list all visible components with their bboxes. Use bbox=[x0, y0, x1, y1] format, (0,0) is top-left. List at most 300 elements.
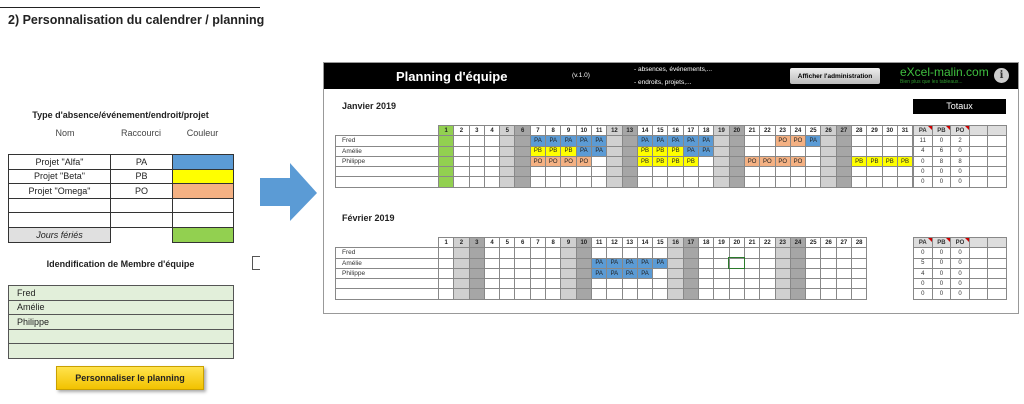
day-cell[interactable] bbox=[867, 167, 882, 177]
day-cell[interactable] bbox=[546, 258, 561, 268]
day-cell[interactable]: PA bbox=[653, 258, 668, 268]
day-cell[interactable] bbox=[591, 279, 606, 289]
day-cell[interactable]: PO bbox=[561, 156, 576, 166]
day-cell[interactable]: PA bbox=[607, 268, 622, 278]
day-cell[interactable] bbox=[821, 167, 836, 177]
day-cell[interactable] bbox=[454, 156, 469, 166]
day-cell[interactable]: PA bbox=[607, 258, 622, 268]
day-cell[interactable] bbox=[806, 177, 821, 187]
day-cell[interactable] bbox=[546, 248, 561, 258]
day-cell[interactable] bbox=[500, 177, 515, 187]
member-name-cell[interactable]: Amélie bbox=[9, 300, 234, 315]
day-cell[interactable] bbox=[836, 136, 851, 146]
day-cell[interactable] bbox=[546, 177, 561, 187]
day-cell[interactable] bbox=[622, 156, 637, 166]
day-cell[interactable] bbox=[469, 156, 484, 166]
day-cell[interactable] bbox=[454, 268, 469, 278]
day-cell[interactable] bbox=[806, 167, 821, 177]
day-cell[interactable]: PB bbox=[653, 146, 668, 156]
member-name-cell[interactable] bbox=[9, 329, 234, 344]
day-cell[interactable] bbox=[790, 279, 805, 289]
type-name[interactable]: Projet "Alfa" bbox=[9, 155, 111, 170]
day-cell[interactable] bbox=[790, 177, 805, 187]
day-cell[interactable] bbox=[637, 248, 652, 258]
day-cell[interactable] bbox=[653, 167, 668, 177]
day-cell[interactable] bbox=[439, 146, 454, 156]
day-cell[interactable] bbox=[760, 279, 775, 289]
day-cell[interactable] bbox=[699, 177, 714, 187]
day-cell[interactable] bbox=[775, 268, 790, 278]
day-cell[interactable] bbox=[668, 268, 683, 278]
day-cell[interactable] bbox=[607, 136, 622, 146]
day-cell[interactable] bbox=[699, 258, 714, 268]
day-cell[interactable] bbox=[729, 136, 744, 146]
day-cell[interactable] bbox=[454, 177, 469, 187]
day-cell[interactable]: PO bbox=[744, 156, 759, 166]
day-cell[interactable] bbox=[714, 258, 729, 268]
day-cell[interactable] bbox=[454, 136, 469, 146]
day-cell[interactable] bbox=[852, 136, 867, 146]
day-cell[interactable] bbox=[790, 289, 805, 299]
day-cell[interactable] bbox=[469, 167, 484, 177]
day-cell[interactable] bbox=[607, 177, 622, 187]
day-cell[interactable] bbox=[836, 258, 851, 268]
day-cell[interactable] bbox=[454, 279, 469, 289]
day-cell[interactable] bbox=[469, 177, 484, 187]
day-cell[interactable] bbox=[760, 289, 775, 299]
day-cell[interactable] bbox=[729, 146, 744, 156]
day-cell[interactable] bbox=[515, 146, 530, 156]
day-cell[interactable] bbox=[760, 268, 775, 278]
day-cell[interactable]: PA bbox=[683, 146, 698, 156]
day-cell[interactable] bbox=[867, 146, 882, 156]
day-cell[interactable] bbox=[806, 268, 821, 278]
day-cell[interactable] bbox=[806, 156, 821, 166]
day-cell[interactable] bbox=[775, 279, 790, 289]
day-cell[interactable] bbox=[683, 268, 698, 278]
day-cell[interactable] bbox=[439, 289, 454, 299]
day-cell[interactable] bbox=[622, 279, 637, 289]
day-cell[interactable] bbox=[897, 177, 912, 187]
day-cell[interactable] bbox=[714, 136, 729, 146]
day-cell[interactable] bbox=[821, 136, 836, 146]
day-cell[interactable]: PA bbox=[683, 136, 698, 146]
day-cell[interactable] bbox=[622, 136, 637, 146]
day-cell[interactable] bbox=[515, 167, 530, 177]
type-shortcut[interactable] bbox=[111, 198, 173, 213]
day-cell[interactable] bbox=[821, 146, 836, 156]
day-cell[interactable] bbox=[775, 248, 790, 258]
day-cell[interactable] bbox=[897, 167, 912, 177]
day-cell[interactable]: PA bbox=[699, 146, 714, 156]
day-cell[interactable] bbox=[744, 136, 759, 146]
day-cell[interactable] bbox=[714, 167, 729, 177]
day-cell[interactable]: PA bbox=[546, 136, 561, 146]
day-cell[interactable] bbox=[500, 268, 515, 278]
day-cell[interactable] bbox=[821, 279, 836, 289]
day-cell[interactable] bbox=[775, 177, 790, 187]
day-cell[interactable]: PA bbox=[637, 268, 652, 278]
day-cell[interactable] bbox=[637, 289, 652, 299]
day-cell[interactable] bbox=[729, 156, 744, 166]
day-cell[interactable] bbox=[515, 136, 530, 146]
day-cell[interactable] bbox=[607, 146, 622, 156]
day-cell[interactable] bbox=[760, 146, 775, 156]
day-cell[interactable] bbox=[561, 289, 576, 299]
day-cell[interactable] bbox=[836, 167, 851, 177]
day-cell[interactable] bbox=[836, 248, 851, 258]
day-cell[interactable] bbox=[454, 289, 469, 299]
day-cell[interactable] bbox=[867, 177, 882, 187]
day-cell[interactable] bbox=[561, 167, 576, 177]
day-cell[interactable] bbox=[515, 289, 530, 299]
day-cell[interactable]: PO bbox=[530, 156, 545, 166]
day-cell[interactable] bbox=[668, 279, 683, 289]
day-cell[interactable] bbox=[561, 258, 576, 268]
type-color-swatch[interactable] bbox=[173, 184, 234, 199]
day-cell[interactable] bbox=[852, 289, 867, 299]
day-cell[interactable] bbox=[469, 248, 484, 258]
day-cell[interactable] bbox=[653, 279, 668, 289]
day-cell[interactable] bbox=[500, 258, 515, 268]
day-cell[interactable] bbox=[607, 167, 622, 177]
day-cell[interactable] bbox=[897, 136, 912, 146]
day-cell[interactable]: PO bbox=[790, 156, 805, 166]
day-cell[interactable] bbox=[500, 167, 515, 177]
type-shortcut[interactable]: PB bbox=[111, 169, 173, 184]
day-cell[interactable] bbox=[714, 248, 729, 258]
day-cell[interactable] bbox=[714, 146, 729, 156]
day-cell[interactable] bbox=[668, 258, 683, 268]
day-cell[interactable] bbox=[637, 177, 652, 187]
day-cell[interactable]: PB bbox=[546, 146, 561, 156]
day-cell[interactable] bbox=[653, 289, 668, 299]
day-cell[interactable] bbox=[714, 177, 729, 187]
day-cell[interactable] bbox=[530, 177, 545, 187]
day-cell[interactable] bbox=[484, 156, 499, 166]
day-cell[interactable] bbox=[576, 248, 591, 258]
day-cell[interactable] bbox=[530, 258, 545, 268]
day-cell[interactable] bbox=[622, 146, 637, 156]
day-cell[interactable]: PB bbox=[882, 156, 897, 166]
day-cell[interactable] bbox=[484, 177, 499, 187]
day-cell[interactable] bbox=[653, 248, 668, 258]
day-cell[interactable] bbox=[500, 156, 515, 166]
day-cell[interactable] bbox=[852, 279, 867, 289]
day-cell[interactable] bbox=[469, 136, 484, 146]
day-cell[interactable] bbox=[821, 177, 836, 187]
day-cell[interactable]: PO bbox=[790, 136, 805, 146]
day-cell[interactable] bbox=[653, 268, 668, 278]
day-cell[interactable] bbox=[699, 268, 714, 278]
day-cell[interactable] bbox=[469, 258, 484, 268]
day-cell[interactable] bbox=[439, 268, 454, 278]
day-cell[interactable] bbox=[439, 258, 454, 268]
day-cell[interactable] bbox=[469, 268, 484, 278]
day-cell[interactable] bbox=[439, 248, 454, 258]
day-cell[interactable] bbox=[530, 279, 545, 289]
day-cell[interactable] bbox=[714, 268, 729, 278]
day-cell[interactable] bbox=[683, 248, 698, 258]
day-cell[interactable] bbox=[591, 167, 606, 177]
day-cell[interactable] bbox=[500, 248, 515, 258]
day-cell[interactable]: PA bbox=[653, 136, 668, 146]
day-cell[interactable] bbox=[699, 156, 714, 166]
logo[interactable]: eXcel-malin.com bbox=[900, 65, 989, 79]
day-cell[interactable]: PA bbox=[591, 136, 606, 146]
day-cell[interactable]: PB bbox=[668, 146, 683, 156]
day-cell[interactable]: PB bbox=[867, 156, 882, 166]
day-cell[interactable]: PO bbox=[760, 156, 775, 166]
day-cell[interactable] bbox=[852, 258, 867, 268]
type-shortcut[interactable]: PO bbox=[111, 184, 173, 199]
personnaliser-planning-button[interactable]: Personnaliser le planning bbox=[56, 366, 204, 390]
member-name-cell[interactable]: Philippe bbox=[9, 315, 234, 330]
day-cell[interactable] bbox=[744, 289, 759, 299]
day-cell[interactable] bbox=[699, 248, 714, 258]
day-cell[interactable] bbox=[454, 146, 469, 156]
day-cell[interactable] bbox=[607, 248, 622, 258]
day-cell[interactable] bbox=[821, 156, 836, 166]
day-cell[interactable] bbox=[515, 258, 530, 268]
day-cell[interactable] bbox=[699, 167, 714, 177]
day-cell[interactable] bbox=[576, 279, 591, 289]
day-cell[interactable]: PO bbox=[576, 156, 591, 166]
day-cell[interactable] bbox=[668, 167, 683, 177]
day-cell[interactable] bbox=[683, 177, 698, 187]
day-cell[interactable] bbox=[775, 289, 790, 299]
day-cell[interactable] bbox=[637, 167, 652, 177]
day-cell[interactable] bbox=[653, 177, 668, 187]
day-cell[interactable] bbox=[729, 279, 744, 289]
type-name[interactable]: Projet "Omega" bbox=[9, 184, 111, 199]
day-cell[interactable] bbox=[775, 167, 790, 177]
day-cell[interactable] bbox=[699, 279, 714, 289]
day-cell[interactable] bbox=[622, 177, 637, 187]
day-cell[interactable] bbox=[729, 167, 744, 177]
day-cell[interactable]: PB bbox=[852, 156, 867, 166]
day-cell[interactable] bbox=[836, 156, 851, 166]
day-cell[interactable]: PA bbox=[576, 146, 591, 156]
type-name[interactable] bbox=[9, 198, 111, 213]
day-cell[interactable]: PB bbox=[561, 146, 576, 156]
day-cell[interactable]: PA bbox=[576, 136, 591, 146]
type-color-swatch[interactable] bbox=[173, 169, 234, 184]
day-cell[interactable] bbox=[530, 248, 545, 258]
day-cell[interactable]: PO bbox=[775, 136, 790, 146]
day-cell[interactable] bbox=[867, 136, 882, 146]
day-cell[interactable] bbox=[806, 146, 821, 156]
day-cell[interactable] bbox=[836, 268, 851, 278]
day-cell[interactable] bbox=[515, 248, 530, 258]
day-cell[interactable]: PB bbox=[683, 156, 698, 166]
day-cell[interactable] bbox=[454, 258, 469, 268]
day-cell[interactable] bbox=[515, 279, 530, 289]
day-cell[interactable] bbox=[821, 289, 836, 299]
day-cell[interactable] bbox=[790, 167, 805, 177]
day-cell[interactable]: PB bbox=[637, 156, 652, 166]
day-cell[interactable] bbox=[760, 136, 775, 146]
day-cell[interactable] bbox=[775, 146, 790, 156]
day-cell[interactable] bbox=[561, 177, 576, 187]
day-cell[interactable]: PA bbox=[561, 136, 576, 146]
day-cell[interactable] bbox=[469, 279, 484, 289]
day-cell[interactable] bbox=[515, 177, 530, 187]
day-cell[interactable] bbox=[576, 258, 591, 268]
day-cell[interactable] bbox=[714, 156, 729, 166]
day-cell[interactable] bbox=[744, 146, 759, 156]
day-cell[interactable] bbox=[729, 289, 744, 299]
day-cell[interactable] bbox=[530, 268, 545, 278]
day-cell[interactable] bbox=[729, 268, 744, 278]
day-cell[interactable] bbox=[744, 279, 759, 289]
type-shortcut[interactable]: PA bbox=[111, 155, 173, 170]
day-cell[interactable] bbox=[500, 289, 515, 299]
day-cell[interactable] bbox=[836, 146, 851, 156]
day-cell[interactable]: PA bbox=[591, 268, 606, 278]
day-cell[interactable] bbox=[454, 248, 469, 258]
day-cell[interactable] bbox=[897, 146, 912, 156]
day-cell[interactable] bbox=[546, 167, 561, 177]
day-cell[interactable] bbox=[561, 248, 576, 258]
day-cell[interactable]: PA bbox=[622, 268, 637, 278]
day-cell[interactable] bbox=[775, 258, 790, 268]
day-cell[interactable] bbox=[576, 177, 591, 187]
day-cell[interactable] bbox=[484, 248, 499, 258]
day-cell[interactable] bbox=[790, 146, 805, 156]
day-cell[interactable] bbox=[607, 156, 622, 166]
day-cell[interactable] bbox=[882, 136, 897, 146]
day-cell[interactable]: PB bbox=[637, 146, 652, 156]
day-cell[interactable] bbox=[515, 268, 530, 278]
day-cell[interactable] bbox=[882, 167, 897, 177]
day-cell[interactable]: PB bbox=[897, 156, 912, 166]
day-cell[interactable]: PB bbox=[530, 146, 545, 156]
type-color-swatch[interactable] bbox=[173, 198, 234, 213]
day-cell[interactable]: PA bbox=[591, 258, 606, 268]
day-cell[interactable] bbox=[882, 177, 897, 187]
day-cell[interactable] bbox=[882, 146, 897, 156]
day-cell[interactable]: PB bbox=[653, 156, 668, 166]
day-cell[interactable] bbox=[484, 136, 499, 146]
type-shortcut[interactable] bbox=[111, 213, 173, 228]
day-cell[interactable] bbox=[729, 248, 744, 258]
day-cell[interactable] bbox=[591, 177, 606, 187]
day-cell[interactable] bbox=[500, 146, 515, 156]
day-cell[interactable] bbox=[591, 156, 606, 166]
day-cell[interactable] bbox=[500, 136, 515, 146]
day-cell[interactable] bbox=[836, 279, 851, 289]
day-cell[interactable]: PA bbox=[699, 136, 714, 146]
day-cell[interactable] bbox=[790, 248, 805, 258]
day-cell[interactable] bbox=[576, 289, 591, 299]
day-cell[interactable] bbox=[576, 167, 591, 177]
day-cell[interactable] bbox=[484, 268, 499, 278]
day-cell[interactable] bbox=[821, 258, 836, 268]
day-cell[interactable]: PA bbox=[530, 136, 545, 146]
day-cell[interactable]: PA bbox=[668, 136, 683, 146]
day-cell[interactable] bbox=[439, 156, 454, 166]
day-cell[interactable] bbox=[760, 167, 775, 177]
day-cell[interactable] bbox=[729, 177, 744, 187]
day-cell[interactable] bbox=[821, 248, 836, 258]
day-cell[interactable] bbox=[469, 289, 484, 299]
day-cell[interactable] bbox=[729, 258, 744, 268]
day-cell[interactable]: PO bbox=[546, 156, 561, 166]
day-cell[interactable] bbox=[714, 279, 729, 289]
day-cell[interactable] bbox=[530, 167, 545, 177]
day-cell[interactable] bbox=[439, 279, 454, 289]
day-cell[interactable] bbox=[806, 258, 821, 268]
day-cell[interactable] bbox=[622, 248, 637, 258]
member-name-cell[interactable] bbox=[9, 344, 234, 359]
day-cell[interactable] bbox=[852, 167, 867, 177]
day-cell[interactable]: PO bbox=[775, 156, 790, 166]
day-cell[interactable] bbox=[744, 167, 759, 177]
type-name[interactable]: Projet "Beta" bbox=[9, 169, 111, 184]
day-cell[interactable] bbox=[546, 289, 561, 299]
day-cell[interactable] bbox=[806, 248, 821, 258]
day-cell[interactable] bbox=[668, 289, 683, 299]
day-cell[interactable]: PA bbox=[591, 146, 606, 156]
type-name[interactable] bbox=[9, 213, 111, 228]
holiday-color-swatch[interactable] bbox=[173, 227, 234, 242]
day-cell[interactable] bbox=[744, 177, 759, 187]
day-cell[interactable] bbox=[546, 279, 561, 289]
day-cell[interactable]: PA bbox=[637, 258, 652, 268]
day-cell[interactable] bbox=[744, 258, 759, 268]
day-cell[interactable] bbox=[744, 248, 759, 258]
day-cell[interactable] bbox=[806, 289, 821, 299]
day-cell[interactable] bbox=[454, 167, 469, 177]
day-cell[interactable] bbox=[591, 289, 606, 299]
day-cell[interactable] bbox=[744, 268, 759, 278]
day-cell[interactable] bbox=[561, 268, 576, 278]
day-cell[interactable] bbox=[530, 289, 545, 299]
day-cell[interactable] bbox=[668, 177, 683, 187]
day-cell[interactable] bbox=[852, 177, 867, 187]
day-cell[interactable] bbox=[760, 248, 775, 258]
day-cell[interactable] bbox=[683, 289, 698, 299]
day-cell[interactable] bbox=[683, 258, 698, 268]
day-cell[interactable] bbox=[836, 289, 851, 299]
day-cell[interactable] bbox=[484, 167, 499, 177]
day-cell[interactable] bbox=[852, 248, 867, 258]
day-cell[interactable] bbox=[699, 289, 714, 299]
day-cell[interactable] bbox=[500, 279, 515, 289]
day-cell[interactable] bbox=[760, 258, 775, 268]
day-cell[interactable] bbox=[576, 268, 591, 278]
day-cell[interactable] bbox=[469, 146, 484, 156]
day-cell[interactable] bbox=[607, 279, 622, 289]
day-cell[interactable]: PA bbox=[637, 136, 652, 146]
day-cell[interactable] bbox=[484, 258, 499, 268]
type-color-swatch[interactable] bbox=[173, 155, 234, 170]
day-cell[interactable] bbox=[683, 279, 698, 289]
day-cell[interactable]: PB bbox=[668, 156, 683, 166]
day-cell[interactable] bbox=[484, 146, 499, 156]
day-cell[interactable] bbox=[515, 156, 530, 166]
day-cell[interactable] bbox=[683, 167, 698, 177]
day-cell[interactable] bbox=[484, 279, 499, 289]
day-cell[interactable] bbox=[760, 177, 775, 187]
day-cell[interactable] bbox=[852, 146, 867, 156]
day-cell[interactable] bbox=[668, 248, 683, 258]
day-cell[interactable] bbox=[561, 279, 576, 289]
info-icon[interactable]: i bbox=[994, 68, 1009, 83]
day-cell[interactable] bbox=[790, 258, 805, 268]
day-cell[interactable] bbox=[439, 177, 454, 187]
